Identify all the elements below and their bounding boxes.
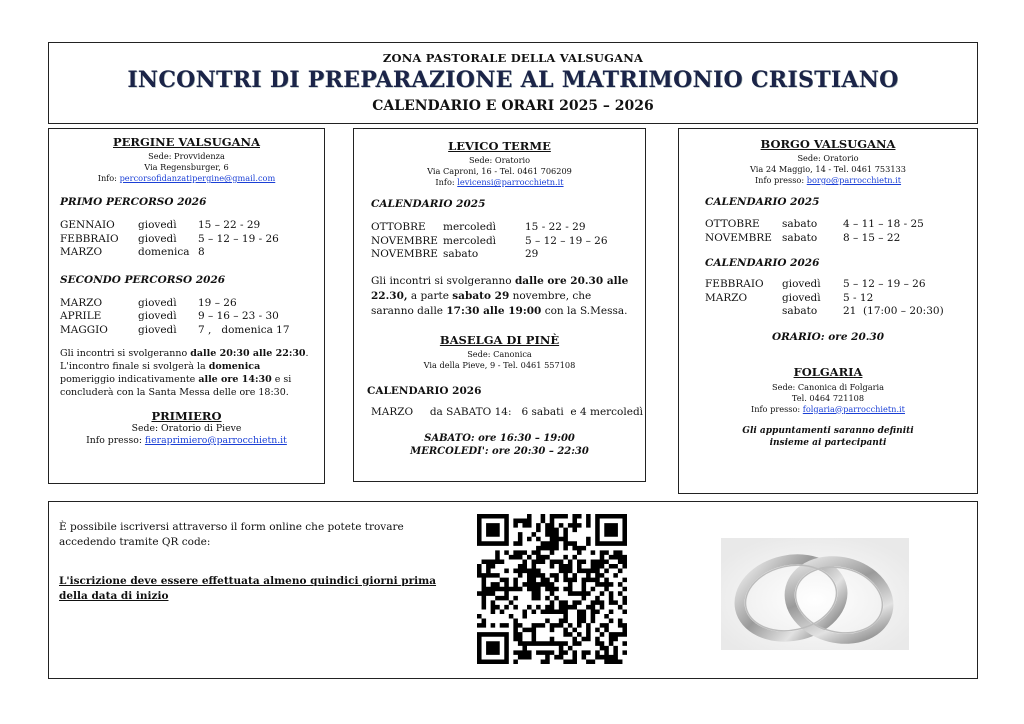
pergine-address: Via Regensburger, 6 — [144, 162, 229, 172]
levico-email-link[interactable]: levicensi@parrocchietn.it — [457, 177, 564, 187]
levico-cal-title: CALENDARIO 2025 — [371, 198, 486, 210]
schedule-dates: 8 — [198, 246, 205, 258]
folgaria-tel: Tel. 0464 721108 — [791, 392, 865, 403]
schedule-dates: 15 - 22 - 29 — [525, 221, 586, 233]
pergine-note: Gli incontri si svolgeranno dalle 20:30 alle 22:30. L'incontro finale si svolgerà la domenica pomeriggio indicativamente alle ore 14:30 e si concluderà con la Santa Messa delle ore 18:30. — [60, 348, 309, 398]
borgo-cal2025-title: CALENDARIO 2025 — [705, 196, 820, 208]
schedule-row — [705, 218, 977, 232]
schedule-month: MARZO — [705, 291, 748, 304]
pergine-primo-title: PRIMO PERCORSO 2026 — [60, 196, 207, 208]
schedule-day: giovedì — [782, 278, 821, 290]
schedule-dates: 21 (17:00 – 20:30) — [843, 305, 944, 317]
footer-line-2: accedendo tramite QR code: — [59, 536, 211, 548]
schedule-row — [371, 221, 645, 235]
baselga-sabato: SABATO: ore 16:30 – 19:00 — [424, 433, 575, 444]
borgo-box — [678, 128, 978, 494]
page-title: INCONTRI DI PREPARAZIONE AL MATRIMONIO CRISTIANO — [127, 67, 899, 93]
footer-line-1: È possibile iscriversi attraverso il form online che potete trovare — [59, 521, 404, 533]
folgaria-info-label: Info presso: — [751, 403, 801, 414]
folgaria-sede: Sede: Canonica di Folgaria — [772, 381, 884, 392]
baselga-address: Via della Pieve, 9 - Tel. 0461 557108 — [423, 359, 576, 370]
footer-underline-1: L'iscrizione deve essere effettuata almeno quindici giorni prima — [59, 575, 437, 587]
pergine-title: PERGINE VALSUGANA — [112, 135, 260, 149]
baselga-mercoledi: MERCOLEDI': ore 20:30 – 22:30 — [410, 446, 589, 457]
schedule-dates: 5 – 12 – 19 - 26 — [198, 232, 279, 245]
folgaria-title: FOLGARIA — [793, 364, 863, 379]
schedule-month: NOVEMBRE — [705, 231, 772, 244]
borgo-cal2026-title: CALENDARIO 2026 — [705, 257, 820, 269]
schedule-day: domenica — [138, 246, 190, 258]
schedule-row — [705, 278, 977, 292]
wedding-rings-icon — [721, 538, 909, 650]
schedule-day: sabato — [782, 218, 818, 230]
schedule-dates: 15 – 22 - 29 — [198, 219, 261, 231]
borgo-sede: Sede: Oratorio — [797, 153, 859, 163]
schedule-dates: 4 – 11 – 18 - 25 — [843, 218, 924, 230]
schedule-day: giovedì — [138, 296, 177, 309]
schedule-month: APRILE — [60, 310, 102, 322]
schedule-month: NOVEMBRE — [371, 248, 438, 260]
schedule-day: giovedì — [782, 291, 821, 304]
folgaria-note-1: Gli appuntamenti saranno definiti — [742, 425, 914, 436]
schedule-row — [705, 292, 977, 306]
schedule-day: mercoledì — [443, 234, 497, 247]
levico-note: Gli incontri si svolgeranno dalle ore 20.30 alle 22.30, a parte sabato 29 novembre, che saranno dalle 17:30 alle 19:00 con la S.Messa. — [371, 274, 629, 317]
folgaria-email-link[interactable]: folgaria@parrocchietn.it — [802, 403, 905, 414]
schedule-day: sabato — [782, 305, 818, 317]
schedule-row — [371, 235, 645, 249]
schedule-day: sabato — [782, 231, 818, 244]
schedule-month: MARZO — [60, 296, 103, 309]
levico-box — [353, 128, 646, 482]
schedule-dates: 8 – 15 – 22 — [843, 231, 901, 244]
schedule-dates: 19 – 26 — [198, 296, 237, 309]
header-box — [48, 42, 978, 124]
pergine-email-link[interactable]: percorsofidanzatipergine@gmail.com — [119, 173, 276, 183]
qr-code-icon[interactable] — [477, 514, 627, 664]
footer-underline-2: della data di inizio — [59, 590, 169, 602]
folgaria-note-2: insieme ai partecipanti — [769, 437, 887, 448]
levico-info-label: Info: — [435, 177, 455, 187]
schedule-dates: 5 – 12 – 19 – 26 — [525, 234, 608, 247]
borgo-info-label: Info presso: — [754, 175, 805, 185]
schedule-dates: 7 , domenica 17 — [198, 323, 290, 336]
schedule-dates: 9 – 16 – 23 - 30 — [198, 310, 279, 322]
schedule-month: OTTOBRE — [705, 218, 760, 230]
schedule-row — [371, 248, 645, 262]
levico-title: LEVICO TERME — [448, 139, 551, 153]
schedule-month: OTTOBRE — [371, 221, 426, 233]
primiero-sede: Sede: Oratorio di Pieve — [131, 423, 242, 434]
page-subtitle: CALENDARIO E ORARI 2025 – 2026 — [372, 98, 654, 114]
pergine-sede: Sede: Provvidenza — [148, 151, 225, 161]
schedule-row — [705, 232, 977, 246]
schedule-day: giovedì — [138, 232, 177, 245]
schedule-row — [60, 297, 324, 311]
schedule-dates: 5 - 12 — [843, 291, 874, 304]
schedule-day: giovedì — [138, 323, 177, 336]
schedule-dates: 29 — [525, 248, 539, 260]
schedule-day: mercoledì — [443, 221, 497, 233]
zone-label: ZONA PASTORALE DELLA VALSUGANA — [382, 51, 644, 65]
borgo-email-link[interactable]: borgo@parrocchietn.it — [806, 175, 902, 185]
schedule-month: NOVEMBRE — [371, 234, 438, 247]
borgo-address: Via 24 Maggio, 14 - Tel. 0461 753133 — [750, 164, 906, 174]
schedule-row — [705, 305, 977, 319]
schedule-row — [60, 324, 324, 338]
schedule-month: FEBBRAIO — [705, 278, 764, 290]
pergine-info-label: Info: — [97, 173, 117, 183]
schedule-month: FEBBRAIO — [60, 232, 119, 245]
schedule-month: MARZO — [60, 246, 103, 258]
pergine-secondo-title: SECONDO PERCORSO 2026 — [60, 273, 226, 286]
levico-address: Via Caproni, 16 - Tel. 0461 706209 — [427, 166, 572, 176]
baselga-cal-title: CALENDARIO 2026 — [367, 384, 482, 397]
borgo-title: BORGO VALSUGANA — [760, 137, 896, 151]
primiero-title: PRIMIERO — [151, 409, 222, 423]
schedule-row — [60, 310, 324, 324]
schedule-row — [60, 233, 324, 247]
primiero-email-link[interactable]: fieraprimiero@parrocchietn.it — [144, 435, 287, 446]
schedule-day: giovedì — [138, 219, 177, 231]
borgo-orario: ORARIO: ore 20.30 — [771, 330, 885, 343]
footer-box — [48, 501, 978, 679]
schedule-month: GENNAIO — [60, 219, 115, 231]
schedule-day: giovedì — [138, 310, 177, 322]
schedule-dates: 5 – 12 – 19 – 26 — [843, 278, 926, 290]
schedule-month: MAGGIO — [60, 323, 108, 336]
levico-sede: Sede: Oratorio — [468, 155, 531, 165]
schedule-day: sabato — [443, 248, 479, 260]
schedule-row — [60, 246, 324, 260]
schedule-row — [60, 219, 324, 233]
schedule-month — [705, 305, 782, 319]
baselga-sede: Sede: Canonica — [467, 348, 532, 359]
pergine-box — [48, 128, 325, 484]
primiero-info-label: Info presso: — [86, 435, 142, 446]
baselga-title: BASELGA DI PINÈ — [439, 332, 560, 347]
baselga-row: MARZO da SABATO 14: 6 sabati e 4 mercoledì — [371, 405, 644, 418]
